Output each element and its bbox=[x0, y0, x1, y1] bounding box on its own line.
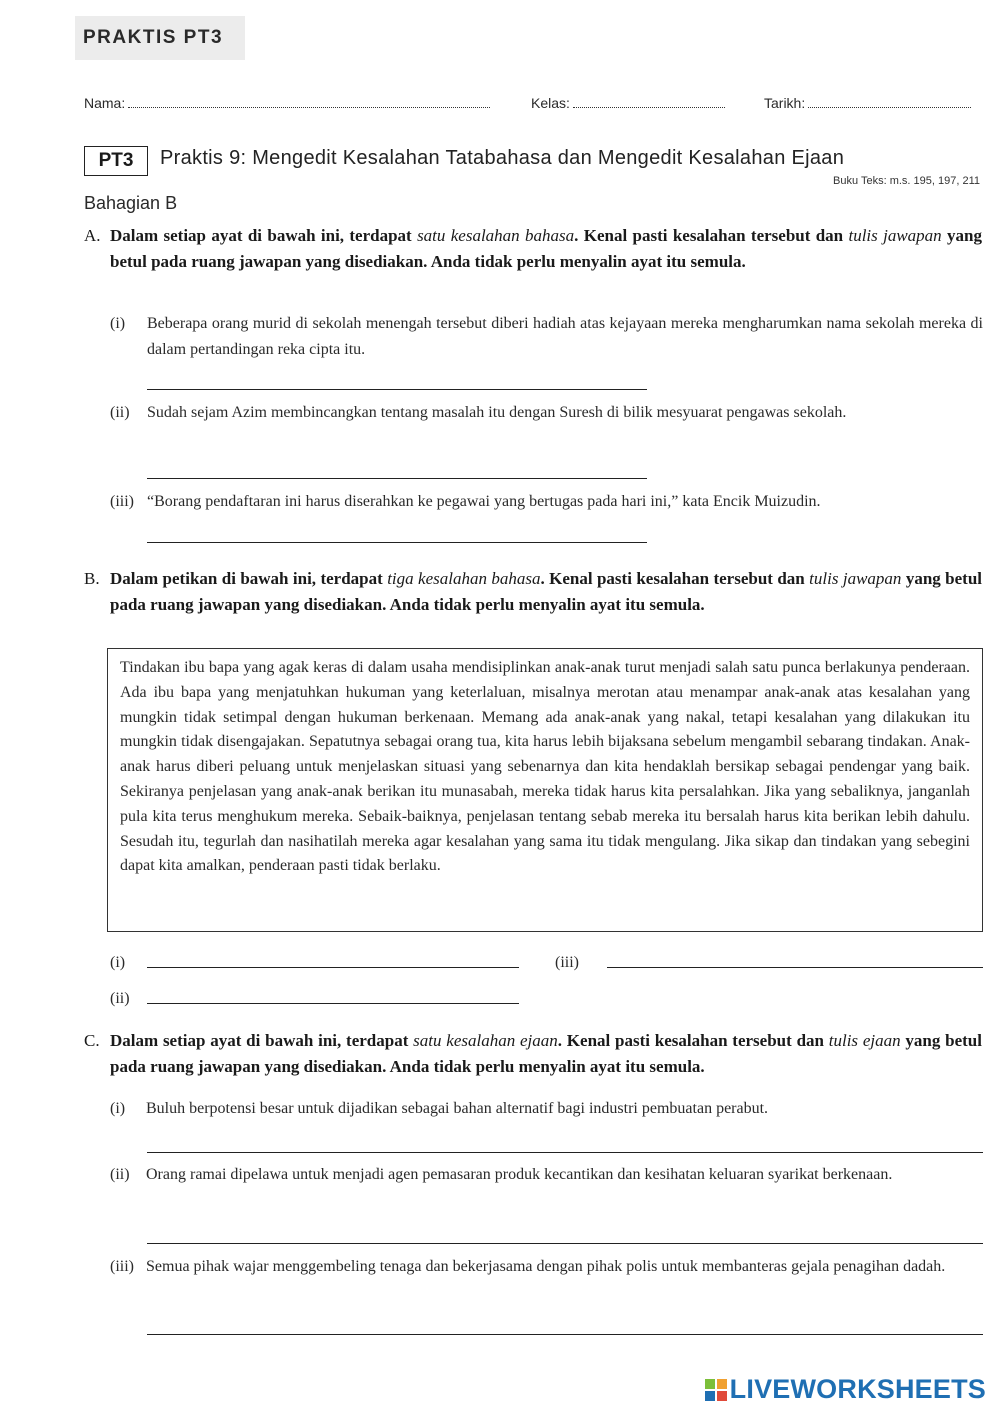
question-text: Semua pihak wajar menggembeling tenaga dan bekerjasama dengan pihak polis untuk membanteras gejala penagihan dadah. bbox=[146, 1258, 946, 1275]
part-a-instr-2: . Kenal pasti kesalahan tersebut dan bbox=[574, 226, 849, 245]
part-c-question-1 bbox=[110, 1096, 983, 1122]
part-b-instr-3: yang betul pada ruang jawapan yang disediakan. Anda tidak perlu menyalin ayat itu semula. bbox=[110, 569, 983, 614]
part-c-question-2 bbox=[110, 1162, 983, 1188]
kelas-label: Kelas: bbox=[531, 95, 570, 111]
part-a-letter: A. bbox=[84, 226, 101, 245]
logo-square-red bbox=[717, 1391, 727, 1401]
question-number: (iii) bbox=[110, 493, 134, 510]
question-number: (ii) bbox=[110, 404, 130, 421]
part-c-instr-3: yang betul pada ruang jawapan yang disediakan. Anda tidak perlu menyalin ayat itu semula. bbox=[110, 1031, 982, 1076]
tarikh-input-line[interactable] bbox=[808, 95, 971, 108]
part-c-letter: C. bbox=[84, 1031, 100, 1050]
part-b-answer-line-1[interactable] bbox=[147, 967, 519, 968]
part-b-instr-em1: tiga kesalahan bahasa bbox=[387, 569, 541, 588]
textbook-reference: Buku Teks: m.s. 195, 197, 211 bbox=[833, 175, 980, 187]
part-b-answer-label-2: (ii) bbox=[110, 990, 130, 1007]
header-tab: PRAKTIS PT3 bbox=[75, 16, 245, 60]
part-b-instr-em2: tulis jawapan bbox=[809, 569, 902, 588]
part-c-instr-em1: satu kesalahan ejaan bbox=[413, 1031, 558, 1050]
part-c-answer-line-1[interactable] bbox=[147, 1152, 983, 1153]
part-a-instr-em1: satu kesalahan bahasa bbox=[417, 226, 575, 245]
part-a-instruction bbox=[84, 223, 982, 275]
part-a-answer-line-3[interactable] bbox=[147, 542, 647, 543]
question-number: (i) bbox=[110, 1100, 126, 1117]
part-a-question-2 bbox=[110, 400, 983, 426]
part-a-question-3 bbox=[110, 489, 983, 515]
question-text: Buluh berpotensi besar untuk dijadikan sebagai bahan alternatif bagi industri pembuatan perabut. bbox=[146, 1100, 769, 1117]
part-c-instruction bbox=[84, 1028, 982, 1080]
part-b-answer-label-1: (i) bbox=[110, 954, 126, 971]
part-c-question-3 bbox=[110, 1254, 983, 1280]
question-text: Orang ramai dipelawa untuk menjadi agen pemasaran produk kecantikan dan kesihatan keluaran syarikat berkenaan. bbox=[146, 1166, 893, 1183]
part-c-instr-2: . Kenal pasti kesalahan tersebut dan bbox=[557, 1031, 829, 1050]
nama-field bbox=[84, 95, 490, 111]
question-number: (ii) bbox=[110, 1166, 130, 1183]
logo-square-orange bbox=[717, 1379, 727, 1389]
part-b-instr-1: Dalam petikan di bawah ini, terdapat bbox=[110, 569, 388, 588]
question-text: Beberapa orang murid di sekolah menengah tersebut diberi hadiah atas kejayaan mereka mengharumkan nama sekolah mereka di dalam pertandingan reka cipta itu. bbox=[147, 315, 983, 358]
part-a-question-1 bbox=[110, 311, 983, 363]
tarikh-field bbox=[764, 95, 971, 111]
kelas-field bbox=[531, 95, 725, 111]
part-b-answer-line-3[interactable] bbox=[607, 967, 983, 968]
part-a-instr-3: yang betul pada ruang jawapan yang disediakan. Anda tidak perlu menyalin ayat itu semula. bbox=[110, 226, 982, 271]
page-title: Praktis 9: Mengedit Kesalahan Tatabahasa dan Mengedit Kesalahan Ejaan bbox=[160, 147, 845, 169]
liveworksheets-brand-text: LIVEWORKSHEETS bbox=[729, 1374, 986, 1404]
part-a-answer-line-2[interactable] bbox=[147, 478, 647, 479]
part-c-instr-em2: tulis ejaan bbox=[828, 1031, 901, 1050]
part-b-answer-label-3: (iii) bbox=[555, 954, 579, 971]
part-b-answer-line-2[interactable] bbox=[147, 1003, 519, 1004]
question-text: Sudah sejam Azim membincangkan tentang masalah itu dengan Suresh di bilik mesyuarat pengawas sekolah. bbox=[147, 404, 847, 421]
part-a-instr-1: Dalam setiap ayat di bawah ini, terdapat bbox=[110, 226, 418, 245]
liveworksheets-logo-icon bbox=[705, 1379, 727, 1401]
part-b-instr-2: . Kenal pasti kesalahan tersebut dan bbox=[540, 569, 810, 588]
part-c-answer-line-3[interactable] bbox=[147, 1334, 983, 1335]
kelas-input-line[interactable] bbox=[573, 95, 725, 108]
passage-text: Tindakan ibu bapa yang agak keras di dalam usaha mendisiplinkan anak-anak turut menjadi salah satu punca berlakunya penderaan. Ada ibu bapa yang menjatuhkan hukuman yang keterlaluan, misalnya merotan atau menampar anak-anak atas kesalahan yang mungkin tidak setimpal dengan hukuman berkenaan. Memang ada anak-anak yang nakal, tetapi kesalahan yang dilakukan itu mungkin tidak disengajakan. Sepatutnya sebagai orang tua, kita harus lebih bijaksana sebelum mengambil sebarang tindakan. Anak-anak harus diberi peluang untuk menjelaskan situasi yang sebenarnya dan kita hendaklah bersikap sebagai pendengar yang baik. Sekiranya penjelasan yang anak-anak berikan itu munasabah, mereka tidak harus kita persalahkan. Jika yang sebaliknya, janganlah pula kita terus menghukum mereka. Sebaik-baiknya, penjelasan tentang sebab mereka itu bersalah harus kita berikan lebih dahulu. Sesudah itu, tegurlah dan nasihatilah mereka agar kesalahan yang sama itu tidak mengulang. Jika sikap dan tindakan yang sebegini dapat kita amalkan, penderaan pasti tidak berlaku. bbox=[120, 659, 970, 875]
pt3-badge: PT3 bbox=[84, 146, 148, 176]
logo-square-green bbox=[705, 1379, 715, 1389]
part-a-instr-em2: tulis jawapan bbox=[848, 226, 942, 245]
part-c-instr-1: Dalam setiap ayat di bawah ini, terdapat bbox=[110, 1031, 414, 1050]
part-c-answer-line-2[interactable] bbox=[147, 1243, 983, 1244]
liveworksheets-logo bbox=[705, 1374, 986, 1405]
part-b-instruction bbox=[84, 566, 982, 618]
logo-square-blue bbox=[705, 1391, 715, 1401]
nama-label: Nama: bbox=[84, 95, 126, 111]
question-number: (i) bbox=[110, 315, 126, 332]
question-text: “Borang pendaftaran ini harus diserahkan ke pegawai yang bertugas pada hari ini,” kata Encik Muizudin. bbox=[147, 493, 821, 510]
part-b-letter: B. bbox=[84, 569, 100, 588]
passage-box bbox=[107, 648, 983, 932]
nama-input-line[interactable] bbox=[128, 95, 490, 108]
tarikh-label: Tarikh: bbox=[764, 95, 806, 111]
part-a-answer-line-1[interactable] bbox=[147, 389, 647, 390]
section-heading: Bahagian B bbox=[84, 193, 178, 213]
question-number: (iii) bbox=[110, 1258, 134, 1275]
